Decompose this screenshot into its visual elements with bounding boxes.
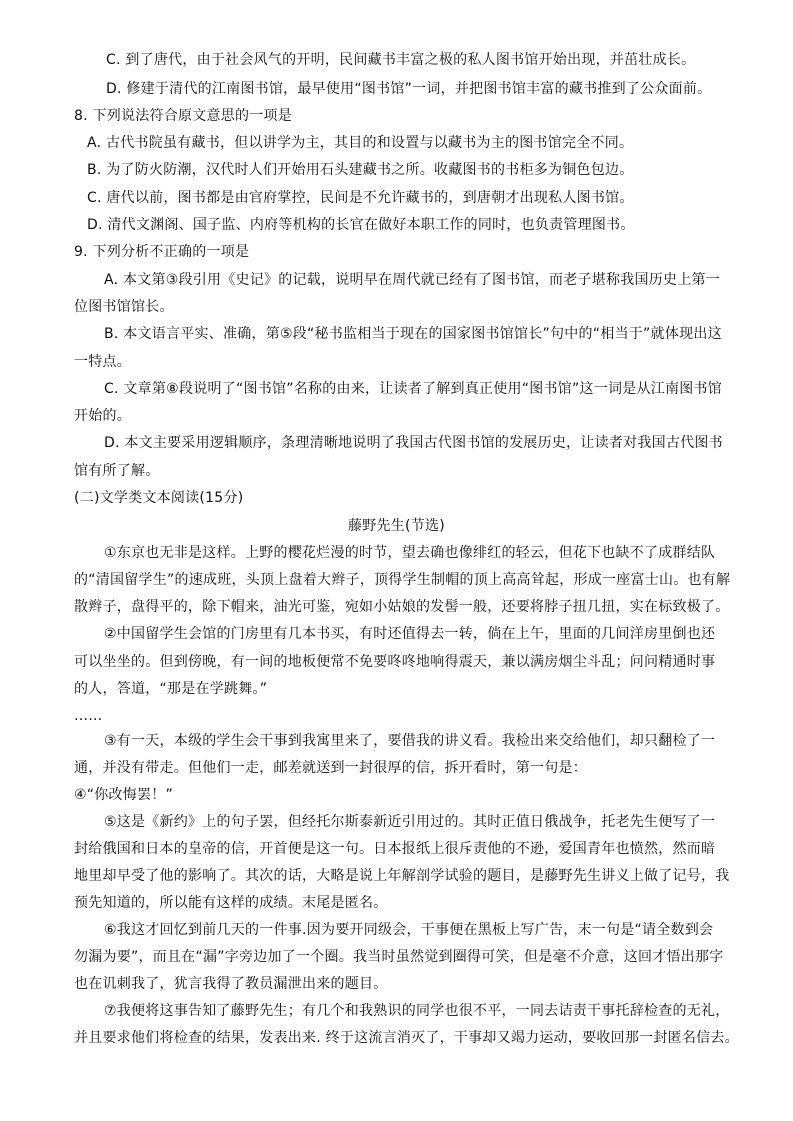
paragraph-1-line2: 的“清国留学生”的速成班，头顶上盘着大辫子，顶得学生制帽的顶上高高耸起，形成一座富士山。也有解 bbox=[74, 572, 731, 588]
q9-option-a-line2: 位图书馆馆长。 bbox=[74, 299, 174, 315]
paragraph-5-line4: 预先知道的，所以能有这样的成绩。末尾是匿名。 bbox=[74, 895, 388, 911]
q9-option-d-line2: 馆有所了解。 bbox=[74, 463, 160, 479]
paragraph-1-line3: 散辫子，盘得平的，除下帽来，油光可鉴，宛如小姑娘的发髻一般，还要将脖子扭几扭，实在标致极了。 bbox=[74, 599, 730, 615]
q7-option-d: D. 修建于清代的江南图书馆，最早使用“图书馆”一词，并把图书馆丰富的藏书推到了公众面前。 bbox=[106, 81, 712, 97]
paragraph-3-line2: 通，并没有带走。但他们一走，邮差就送到一封很厚的信，拆开看时，第一句是： bbox=[74, 760, 587, 776]
paragraph-2-line1: ②中国留学生会馆的门房里有几本书买，有时还值得去一转，倘在上午，里面的几间洋房里倒也还 bbox=[104, 626, 716, 642]
q8-stem: 8. 下列说法符合原文意思的一项是 bbox=[74, 108, 293, 124]
q8-option-d: D. 清代文渊阁、国子监、内府等机构的长官在做好本职工作的同时，也负责管理图书。 bbox=[87, 217, 635, 233]
q9-option-c-line2: 开始的。 bbox=[74, 408, 131, 424]
ellipsis: …… bbox=[74, 708, 103, 724]
q9-stem: 9. 下列分析不正确的一项是 bbox=[74, 244, 250, 260]
paragraph-1-line1: ①东京也无非是这样。上野的樱花烂漫的时节，望去确也像绯红的轻云，但花下也缺不了成群结队 bbox=[104, 545, 716, 561]
paragraph-6-line3: 也在讥刺我了，犹言我得了教员漏泄出来的题目。 bbox=[74, 976, 388, 992]
paragraph-7-line1: ⑦我便将这事告知了藤野先生；有几个和我熟识的同学也很不平，一同去诘责干事托辞检查的无礼， bbox=[104, 1003, 730, 1019]
q7-option-c: C. 到了唐代，由于社会风气的开明，民间藏书丰富之极的私人图书馆开始出现，并茁壮成长。 bbox=[106, 52, 696, 68]
paragraph-2-line2: 可以坐坐的。但到傍晚，有一间的地板便常不免要咚咚地响得震天，兼以满房烟尘斗乱；问问精通时事 bbox=[74, 654, 716, 670]
paragraph-2-line3: 的人，答道，“那是在学跳舞。” bbox=[74, 681, 268, 697]
paragraph-4: ④“你改悔罢！” bbox=[74, 787, 174, 803]
section-heading: (二)文学类文本阅读(15分) bbox=[74, 490, 244, 506]
paragraph-5-line1: ⑤这是《新约》上的句子罢，但经托尔斯泰新近引用过的。其时正值日俄战争，托老先生便写了一 bbox=[104, 814, 716, 830]
q9-option-a-line1: A. 本文第③段引用《史记》的记载，说明早在周代就已经有了图书馆，而老子堪称我国历史上第一 bbox=[104, 272, 721, 288]
q9-option-b-line1: B. 本文语言平实、准确，第⑤段“秘书监相当于现在的国家图书馆馆长”句中的“相当于”就体现出这 bbox=[104, 326, 722, 342]
q8-option-c: C. 唐代以前，图书都是由官府掌控，民间是不允许藏书的，到唐朝才出现私人图书馆。 bbox=[87, 190, 634, 206]
paragraph-3-line1: ③有一天，本级的学生会干事到我寓里来了，要借我的讲义看。我检出来交给他们，却只翻检了一 bbox=[104, 733, 716, 749]
q9-option-d-line1: D. 本文主要采用逻辑顺序，条理清晰地说明了我国古代图书馆的发展历史，让读者对我国古代图书 bbox=[104, 435, 723, 451]
q9-option-c-line1: C. 文章第⑧段说明了“图书馆”名称的由来，让读者了解到真正使用“图书馆”这一词是从江南图书馆 bbox=[104, 381, 722, 397]
paragraph-6-line2: 勿漏为要”，而且在“漏”字旁边加了一个圈。我当时虽然觉到圈得可笑，但是毫不介意，这回才悟出那字 bbox=[74, 949, 724, 965]
q9-option-b-line2: 一特点。 bbox=[74, 354, 131, 370]
paragraph-7-line2: 并且要求他们将检查的结果，发表出来. 终于这流言消灭了，干事却又竭力运动，要收回那一封匿名信去。 bbox=[74, 1030, 739, 1046]
paragraph-5-line2: 封给俄国和日本的皇帝的信，开首便是这一句。日本报纸上很斥责他的不逊，爱国青年也愤然，然而暗 bbox=[74, 841, 716, 857]
paragraph-5-line3: 地里却早受了他的影响了。其次的话，大略是说上年解剖学试验的题目，是藤野先生讲义上做了记号，我 bbox=[74, 868, 730, 884]
paragraph-6-line1: ⑥我这才回忆到前几天的一件事.因为要开同级会，干事便在黑板上写广告，末一句是“请全数到会 bbox=[104, 922, 714, 938]
q8-option-b: B. 为了防火防潮，汉代时人们开始用石头建藏书之所。收藏图书的书柜多为铜色包边。 bbox=[87, 162, 634, 178]
passage-title: 藤野先生(节选) bbox=[348, 518, 445, 534]
q8-option-a: A. 古代书院虽有藏书，但以讲学为主，其目的和设置与以藏书为主的图书馆完全不同。 bbox=[87, 135, 634, 151]
